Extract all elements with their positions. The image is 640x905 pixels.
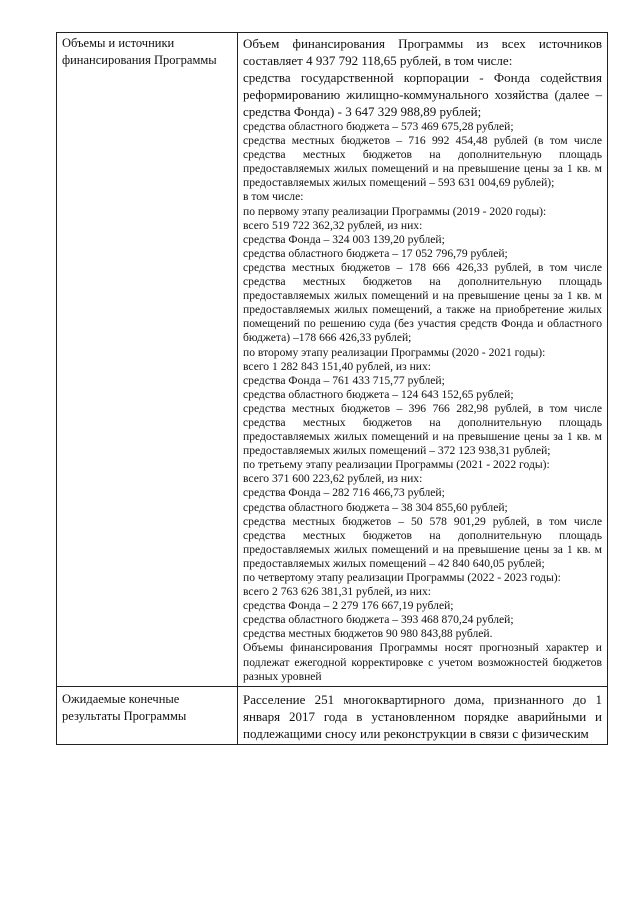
paragraph: средства местных бюджетов – 716 992 454,48 рублей (в том числе средства местных бюджетов на дополнительную площадь предоставляемых жилых помещений и на превышение цены за 1 кв. м предоставляемых жилых помещений – 593 631 004,69 рублей); [243,134,602,190]
paragraph: средства местных бюджетов – 178 666 426,33 рублей, в том числе средства местных бюджетов на дополнительную площадь предоставляемых жилых помещений и на превышение цены за 1 кв. м предоставляемых жилых помещений, а также на приобретение жилых помещений по решению суда (без участия средств Фонда и областного бюджета) –178 666 426,33 рублей; [243,260,602,345]
paragraph: средства местных бюджетов 90 980 843,88 рублей. [243,627,493,641]
paragraph: средства государственной корпорации - Фонда содействия реформированию жилищно-коммунального хозяйства (далее – средства Фонда) - 3 647 329 988,89 рублей; [243,70,602,119]
paragraph: средства областного бюджета – 124 643 152,65 рублей; [243,387,514,401]
row-label-cell [57,686,238,744]
paragraph: средства местных бюджетов – 396 766 282,98 рублей, в том числе средства местных бюджетов на дополнительную площадь предоставляемых жилых помещений и на превышение цены за 1 кв. м предоставляемых жилых помещений – 372 123 938,31 рублей; [243,401,602,458]
paragraph: средства Фонда – 324 003 139,20 рублей; [243,232,445,246]
paragraph: средства Фонда – 761 433 715,77 рублей; [243,373,445,387]
paragraph: средства Фонда – 282 716 466,73 рублей; [243,486,445,500]
row-content-cell [238,686,608,744]
paragraph: по четвертому этапу реализации Программы (2022 - 2023 годы): [243,571,561,584]
row-label: Ожидаемые конечные результаты Программы [62,691,187,723]
paragraph: средства областного бюджета – 573 469 675,28 рублей; [243,120,514,133]
paragraph: средства областного бюджета – 17 052 796,79 рублей; [243,246,508,260]
paragraph: Объем финансирования Программы из всех источников составляет 4 937 792 118,65 рублей, в том числе: [243,36,602,68]
table-row [57,33,608,687]
paragraph: Расселение 251 многоквартирного дома, признанного до 1 января 2017 года в установленном порядке аварийными и подлежащими сносу или реконструкции в связи с физическим [243,691,602,741]
paragraph: Объемы финансирования Программы носят прогнозный характер и подлежат ежегодной корректировке с учетом возможностей бюджетов разных уровней [243,641,602,683]
row-label: Объемы и источники финансирования Программы [62,36,217,67]
paragraph: по второму этапу реализации Программы (2020 - 2021 годы): [243,345,546,359]
paragraph: всего 2 763 626 381,31 рублей, из них: [243,585,431,599]
row-content-cell [238,33,608,687]
row-label-cell [57,33,238,687]
paragraph: средства Фонда – 2 279 176 667,19 рублей; [243,599,454,613]
paragraph: по первому этапу реализации Программы (2019 - 2020 годы): [243,204,547,218]
passport-table [56,32,608,745]
paragraph: в том числе: [243,190,304,204]
paragraph: по третьему этапу реализации Программы (2021 - 2022 годы): [243,458,550,472]
paragraph: всего 371 600 223,62 рублей, из них: [243,472,423,486]
paragraph: средства областного бюджета – 38 304 855,60 рублей; [243,500,508,514]
paragraph: средства областного бюджета – 393 468 870,24 рублей; [243,613,514,627]
paragraph: всего 519 722 362,32 рублей, из них: [243,218,423,232]
paragraph: всего 1 282 843 151,40 рублей, из них: [243,359,431,373]
table-row [57,686,608,744]
paragraph: средства местных бюджетов – 50 578 901,29 рублей, в том числе средства местных бюджетов на дополнительную площадь предоставляемых жилых помещений и на превышение цены за 1 кв. м предоставляемых жилых помещений – 42 840 640,05 рублей; [243,514,602,570]
